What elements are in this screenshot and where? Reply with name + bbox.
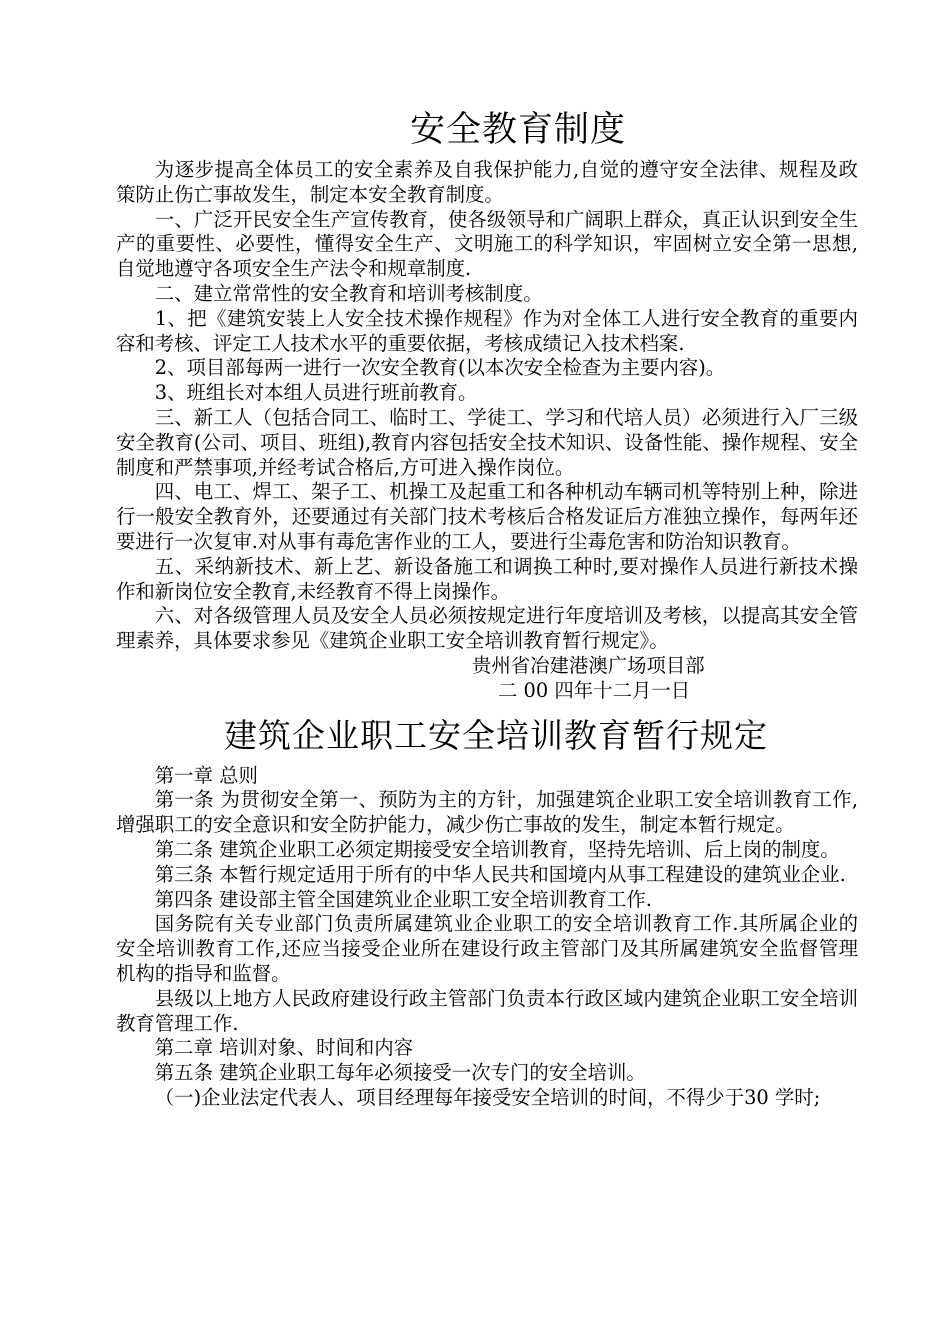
article-5: 第五条 建筑企业职工每年必须接受一次专门的安全培训。: [154, 1061, 646, 1085]
signature-org: 贵州省冶建港澳广场项目部: [472, 653, 705, 677]
chapter-2-heading: 第二章 培训对象、时间和内容: [154, 1036, 414, 1060]
article-2: 第二条 建筑企业职工必须定期接受安全培训教育，坚持先培训、后上岗的制度。: [154, 837, 840, 861]
paragraph-1: 一、广泛开民安全生产宣传教育，使各级领导和广阔职上群众，真正认识到安全生产的重要性、必要性，懂得安全生产、文明施工的科学知识，牢固树立安全第一思想,自觉地遵守各项安全生产法令和规章制度.: [116, 207, 858, 281]
document-title: 安全教育制度: [409, 110, 626, 150]
paragraph-2-item-2: 2、项目部每两一进行一次安全教育(以本次安全检查为主要内容)。: [154, 356, 726, 380]
paragraph-3: 三、新工人（包括合同工、临时工、学徒工、学习和代培人员）必须进行入厂三级安全教育(公司、项目、班组),教育内容包括安全技术知识、设备性能、操作规程、安全制度和严禁事项,并经考试合格后,方可进入操作岗位。: [116, 405, 858, 479]
paragraph-4: 四、电工、焊工、架子工、机操工及起重工和各种机动车辆司机等特别上种，除进行一般安全教育外，还要通过有关部门技术考核后合格发证后方准独立操作，每两年还要进行一次复审.对从事有毒危害作业的工人，要进行尘毒危害和防治知识教育。: [116, 480, 858, 553]
paragraph-5: 五、采纳新技术、新上艺、新设备施工和调换工种时,要对操作人员进行新技术操作和新岗位安全教育,未经教育不得上岗操作。: [116, 554, 858, 603]
paragraph-2: 二、建立常常性的安全教育和培训考核制度。: [154, 281, 543, 305]
paragraph-6: 六、对各级管理人员及安全人员必须按规定进行年度培训及考核，以提高其安全管理素养，具体要求参见《建筑企业职工安全培训教育暂行规定》。: [116, 604, 858, 653]
article-5-item-1: （一)企业法定代表人、项目经理每年接受安全培训的时间，不得少于30 学时;: [154, 1085, 821, 1109]
article-4-para-3: 县级以上地方人民政府建设行政主管部门负责本行政区域内建筑企业职工安全培训教育管理工作.: [116, 986, 858, 1035]
intro-paragraph: 为逐步提高全体员工的安全素养及自我保护能力,自觉的遵守安全法律、规程及政策防止伤亡事故发生，制定本安全教育制度。: [116, 158, 858, 206]
paragraph-2-item-1: 1、把《建筑安装上人安全技术操作规程》作为对全体工人进行安全教育的重要内容和考核、评定工人技术水平的重要依据，考核成绩记入技术档案.: [116, 306, 858, 355]
article-4: 第四条 建设部主管全国建筑业企业职工安全培训教育工作.: [154, 887, 652, 911]
article-4-para-2: 国务院有关专业部门负责所属建筑业企业职工的安全培训教育工作.其所属企业的安全培训教育工作,还应当接受企业所在建设行政主管部门及其所属建筑安全监督管理机构的指导和监督。: [116, 912, 858, 985]
paragraph-2-item-3: 3、班组长对本组人员进行班前教育。: [154, 381, 478, 405]
article-3: 第三条 本暂行规定适用于所有的中华人民共和国境内从事工程建设的建筑业企业.: [154, 862, 846, 886]
chapter-1-heading: 第一章 总则: [154, 763, 258, 787]
signature-date: 二 00 四年十二月一日: [498, 678, 691, 702]
second-document-title: 建筑企业职工安全培训教育暂行规定: [224, 715, 768, 755]
article-1: 第一条 为贯彻安全第一、预防为主的方针，加强建筑企业职工安全培训教育工作,增强职工的安全意识和安全防护能力，减少伤亡事故的发生，制定本暂行规定。: [116, 788, 858, 837]
